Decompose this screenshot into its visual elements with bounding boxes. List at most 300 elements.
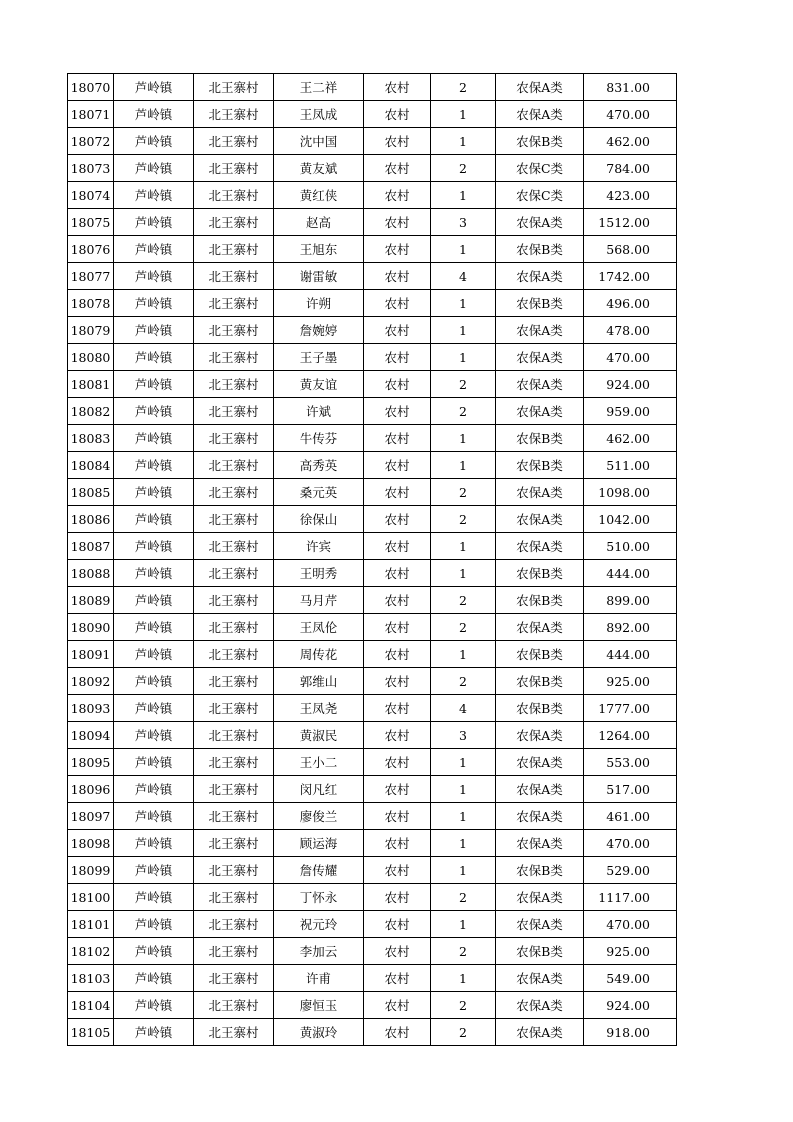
village-cell: 北王寨村 — [194, 371, 274, 398]
name-cell: 牛传芬 — [274, 425, 364, 452]
village-cell: 北王寨村 — [194, 506, 274, 533]
name-cell: 廖恒玉 — [274, 992, 364, 1019]
household-count-cell: 3 — [431, 209, 496, 236]
area-type-cell: 农村 — [364, 101, 431, 128]
insurance-class-cell: 农保A类 — [496, 398, 584, 425]
table-row — [68, 182, 677, 209]
household-count-cell: 1 — [431, 560, 496, 587]
area-type-cell: 农村 — [364, 182, 431, 209]
record-id-cell: 18102 — [68, 938, 114, 965]
amount-cell: 470.00 — [584, 344, 677, 371]
name-cell: 詹传耀 — [274, 857, 364, 884]
household-count-cell: 2 — [431, 992, 496, 1019]
village-cell: 北王寨村 — [194, 479, 274, 506]
insurance-class-cell: 农保B类 — [496, 641, 584, 668]
name-cell: 黄友斌 — [274, 155, 364, 182]
area-type-cell: 农村 — [364, 317, 431, 344]
village-cell: 北王寨村 — [194, 911, 274, 938]
household-count-cell: 1 — [431, 911, 496, 938]
town-cell: 芦岭镇 — [114, 938, 194, 965]
amount-cell: 444.00 — [584, 560, 677, 587]
village-cell: 北王寨村 — [194, 263, 274, 290]
town-cell: 芦岭镇 — [114, 182, 194, 209]
insurance-class-cell: 农保A类 — [496, 209, 584, 236]
insurance-class-cell: 农保B类 — [496, 695, 584, 722]
household-count-cell: 1 — [431, 749, 496, 776]
name-cell: 马月芹 — [274, 587, 364, 614]
village-cell: 北王寨村 — [194, 182, 274, 209]
town-cell: 芦岭镇 — [114, 209, 194, 236]
insurance-class-cell: 农保A类 — [496, 101, 584, 128]
town-cell: 芦岭镇 — [114, 344, 194, 371]
area-type-cell: 农村 — [364, 614, 431, 641]
record-id-cell: 18099 — [68, 857, 114, 884]
table-row — [68, 1019, 677, 1046]
record-id-cell: 18073 — [68, 155, 114, 182]
household-count-cell: 1 — [431, 830, 496, 857]
record-id-cell: 18093 — [68, 695, 114, 722]
village-cell: 北王寨村 — [194, 830, 274, 857]
town-cell: 芦岭镇 — [114, 74, 194, 101]
household-count-cell: 2 — [431, 74, 496, 101]
amount-cell: 461.00 — [584, 803, 677, 830]
household-count-cell: 1 — [431, 290, 496, 317]
area-type-cell: 农村 — [364, 749, 431, 776]
record-id-cell: 18080 — [68, 344, 114, 371]
town-cell: 芦岭镇 — [114, 560, 194, 587]
area-type-cell: 农村 — [364, 452, 431, 479]
area-type-cell: 农村 — [364, 668, 431, 695]
village-cell: 北王寨村 — [194, 695, 274, 722]
area-type-cell: 农村 — [364, 344, 431, 371]
record-id-cell: 18081 — [68, 371, 114, 398]
town-cell: 芦岭镇 — [114, 722, 194, 749]
town-cell: 芦岭镇 — [114, 101, 194, 128]
village-cell: 北王寨村 — [194, 803, 274, 830]
town-cell: 芦岭镇 — [114, 641, 194, 668]
insurance-class-cell: 农保A类 — [496, 911, 584, 938]
record-id-cell: 18074 — [68, 182, 114, 209]
village-cell: 北王寨村 — [194, 452, 274, 479]
town-cell: 芦岭镇 — [114, 884, 194, 911]
record-id-cell: 18090 — [68, 614, 114, 641]
name-cell: 许宾 — [274, 533, 364, 560]
area-type-cell: 农村 — [364, 1019, 431, 1046]
household-count-cell: 2 — [431, 371, 496, 398]
area-type-cell: 农村 — [364, 479, 431, 506]
table-row — [68, 155, 677, 182]
table-row — [68, 290, 677, 317]
name-cell: 许甫 — [274, 965, 364, 992]
name-cell: 黄友谊 — [274, 371, 364, 398]
amount-cell: 924.00 — [584, 992, 677, 1019]
household-count-cell: 2 — [431, 479, 496, 506]
record-id-cell: 18075 — [68, 209, 114, 236]
name-cell: 沈中国 — [274, 128, 364, 155]
town-cell: 芦岭镇 — [114, 263, 194, 290]
insurance-class-cell: 农保B类 — [496, 425, 584, 452]
record-id-cell: 18085 — [68, 479, 114, 506]
name-cell: 谢雷敏 — [274, 263, 364, 290]
household-count-cell: 1 — [431, 317, 496, 344]
household-count-cell: 1 — [431, 425, 496, 452]
area-type-cell: 农村 — [364, 290, 431, 317]
amount-cell: 959.00 — [584, 398, 677, 425]
village-cell: 北王寨村 — [194, 398, 274, 425]
area-type-cell: 农村 — [364, 398, 431, 425]
record-id-cell: 18092 — [68, 668, 114, 695]
records-table — [67, 73, 677, 1046]
town-cell: 芦岭镇 — [114, 290, 194, 317]
insurance-class-cell: 农保A类 — [496, 74, 584, 101]
insurance-class-cell: 农保B类 — [496, 587, 584, 614]
amount-cell: 553.00 — [584, 749, 677, 776]
household-count-cell: 1 — [431, 965, 496, 992]
table-row — [68, 614, 677, 641]
table-row — [68, 641, 677, 668]
amount-cell: 511.00 — [584, 452, 677, 479]
village-cell: 北王寨村 — [194, 236, 274, 263]
name-cell: 黄红侠 — [274, 182, 364, 209]
village-cell: 北王寨村 — [194, 101, 274, 128]
record-id-cell: 18078 — [68, 290, 114, 317]
insurance-class-cell: 农保A类 — [496, 749, 584, 776]
amount-cell: 831.00 — [584, 74, 677, 101]
village-cell: 北王寨村 — [194, 749, 274, 776]
area-type-cell: 农村 — [364, 506, 431, 533]
insurance-class-cell: 农保A类 — [496, 965, 584, 992]
household-count-cell: 2 — [431, 938, 496, 965]
record-id-cell: 18091 — [68, 641, 114, 668]
town-cell: 芦岭镇 — [114, 911, 194, 938]
town-cell: 芦岭镇 — [114, 533, 194, 560]
village-cell: 北王寨村 — [194, 560, 274, 587]
record-id-cell: 18094 — [68, 722, 114, 749]
area-type-cell: 农村 — [364, 722, 431, 749]
record-id-cell: 18087 — [68, 533, 114, 560]
household-count-cell: 2 — [431, 398, 496, 425]
amount-cell: 925.00 — [584, 938, 677, 965]
insurance-class-cell: 农保A类 — [496, 992, 584, 1019]
village-cell: 北王寨村 — [194, 209, 274, 236]
amount-cell: 924.00 — [584, 371, 677, 398]
town-cell: 芦岭镇 — [114, 830, 194, 857]
amount-cell: 1042.00 — [584, 506, 677, 533]
record-id-cell: 18076 — [68, 236, 114, 263]
area-type-cell: 农村 — [364, 74, 431, 101]
amount-cell: 470.00 — [584, 830, 677, 857]
amount-cell: 784.00 — [584, 155, 677, 182]
amount-cell: 549.00 — [584, 965, 677, 992]
table-row — [68, 425, 677, 452]
record-id-cell: 18104 — [68, 992, 114, 1019]
insurance-class-cell: 农保A类 — [496, 722, 584, 749]
area-type-cell: 农村 — [364, 641, 431, 668]
area-type-cell: 农村 — [364, 695, 431, 722]
town-cell: 芦岭镇 — [114, 803, 194, 830]
village-cell: 北王寨村 — [194, 668, 274, 695]
name-cell: 许斌 — [274, 398, 364, 425]
area-type-cell: 农村 — [364, 992, 431, 1019]
village-cell: 北王寨村 — [194, 74, 274, 101]
town-cell: 芦岭镇 — [114, 695, 194, 722]
insurance-class-cell: 农保A类 — [496, 776, 584, 803]
records-body — [68, 74, 677, 1046]
record-id-cell: 18097 — [68, 803, 114, 830]
area-type-cell: 农村 — [364, 371, 431, 398]
record-id-cell: 18103 — [68, 965, 114, 992]
record-id-cell: 18079 — [68, 317, 114, 344]
village-cell: 北王寨村 — [194, 614, 274, 641]
insurance-class-cell: 农保A类 — [496, 506, 584, 533]
household-count-cell: 1 — [431, 776, 496, 803]
village-cell: 北王寨村 — [194, 722, 274, 749]
table-row — [68, 911, 677, 938]
record-id-cell: 18070 — [68, 74, 114, 101]
area-type-cell: 农村 — [364, 857, 431, 884]
amount-cell: 496.00 — [584, 290, 677, 317]
town-cell: 芦岭镇 — [114, 587, 194, 614]
amount-cell: 1742.00 — [584, 263, 677, 290]
table-row — [68, 74, 677, 101]
record-id-cell: 18082 — [68, 398, 114, 425]
village-cell: 北王寨村 — [194, 1019, 274, 1046]
household-count-cell: 1 — [431, 641, 496, 668]
record-id-cell: 18098 — [68, 830, 114, 857]
town-cell: 芦岭镇 — [114, 398, 194, 425]
record-id-cell: 18105 — [68, 1019, 114, 1046]
name-cell: 丁怀永 — [274, 884, 364, 911]
table-row — [68, 479, 677, 506]
household-count-cell: 2 — [431, 668, 496, 695]
village-cell: 北王寨村 — [194, 965, 274, 992]
area-type-cell: 农村 — [364, 587, 431, 614]
name-cell: 王二祥 — [274, 74, 364, 101]
village-cell: 北王寨村 — [194, 884, 274, 911]
household-count-cell: 3 — [431, 722, 496, 749]
table-row — [68, 371, 677, 398]
town-cell: 芦岭镇 — [114, 128, 194, 155]
table-row — [68, 938, 677, 965]
village-cell: 北王寨村 — [194, 317, 274, 344]
amount-cell: 1264.00 — [584, 722, 677, 749]
insurance-class-cell: 农保A类 — [496, 884, 584, 911]
town-cell: 芦岭镇 — [114, 506, 194, 533]
insurance-class-cell: 农保A类 — [496, 1019, 584, 1046]
name-cell: 许朔 — [274, 290, 364, 317]
name-cell: 王凤尧 — [274, 695, 364, 722]
name-cell: 廖俊兰 — [274, 803, 364, 830]
amount-cell: 478.00 — [584, 317, 677, 344]
village-cell: 北王寨村 — [194, 290, 274, 317]
town-cell: 芦岭镇 — [114, 614, 194, 641]
amount-cell: 529.00 — [584, 857, 677, 884]
record-id-cell: 18086 — [68, 506, 114, 533]
household-count-cell: 4 — [431, 263, 496, 290]
name-cell: 闵凡红 — [274, 776, 364, 803]
amount-cell: 568.00 — [584, 236, 677, 263]
record-id-cell: 18095 — [68, 749, 114, 776]
insurance-class-cell: 农保A类 — [496, 263, 584, 290]
amount-cell: 510.00 — [584, 533, 677, 560]
name-cell: 詹婉婷 — [274, 317, 364, 344]
amount-cell: 423.00 — [584, 182, 677, 209]
insurance-class-cell: 农保B类 — [496, 938, 584, 965]
insurance-class-cell: 农保A类 — [496, 371, 584, 398]
table-row — [68, 776, 677, 803]
area-type-cell: 农村 — [364, 128, 431, 155]
table-row — [68, 668, 677, 695]
name-cell: 王小二 — [274, 749, 364, 776]
name-cell: 王凤伦 — [274, 614, 364, 641]
insurance-class-cell: 农保A类 — [496, 614, 584, 641]
amount-cell: 462.00 — [584, 425, 677, 452]
name-cell: 高秀英 — [274, 452, 364, 479]
area-type-cell: 农村 — [364, 533, 431, 560]
area-type-cell: 农村 — [364, 209, 431, 236]
insurance-class-cell: 农保B类 — [496, 236, 584, 263]
town-cell: 芦岭镇 — [114, 236, 194, 263]
table-row — [68, 533, 677, 560]
household-count-cell: 1 — [431, 182, 496, 209]
town-cell: 芦岭镇 — [114, 452, 194, 479]
table-row — [68, 695, 677, 722]
amount-cell: 899.00 — [584, 587, 677, 614]
name-cell: 周传花 — [274, 641, 364, 668]
table-row — [68, 830, 677, 857]
table-row — [68, 452, 677, 479]
name-cell: 王旭东 — [274, 236, 364, 263]
household-count-cell: 1 — [431, 803, 496, 830]
insurance-class-cell: 农保B类 — [496, 290, 584, 317]
table-row — [68, 722, 677, 749]
insurance-class-cell: 农保B类 — [496, 857, 584, 884]
town-cell: 芦岭镇 — [114, 857, 194, 884]
insurance-class-cell: 农保C类 — [496, 182, 584, 209]
area-type-cell: 农村 — [364, 425, 431, 452]
town-cell: 芦岭镇 — [114, 1019, 194, 1046]
town-cell: 芦岭镇 — [114, 479, 194, 506]
insurance-class-cell: 农保A类 — [496, 344, 584, 371]
name-cell: 顾运海 — [274, 830, 364, 857]
area-type-cell: 农村 — [364, 911, 431, 938]
town-cell: 芦岭镇 — [114, 668, 194, 695]
household-count-cell: 1 — [431, 101, 496, 128]
table-row — [68, 803, 677, 830]
name-cell: 赵高 — [274, 209, 364, 236]
table-row — [68, 263, 677, 290]
record-id-cell: 18083 — [68, 425, 114, 452]
village-cell: 北王寨村 — [194, 425, 274, 452]
table-row — [68, 209, 677, 236]
insurance-class-cell: 农保B类 — [496, 452, 584, 479]
table-row — [68, 344, 677, 371]
village-cell: 北王寨村 — [194, 533, 274, 560]
record-id-cell: 18072 — [68, 128, 114, 155]
household-count-cell: 1 — [431, 128, 496, 155]
town-cell: 芦岭镇 — [114, 425, 194, 452]
name-cell: 郭维山 — [274, 668, 364, 695]
amount-cell: 918.00 — [584, 1019, 677, 1046]
area-type-cell: 农村 — [364, 776, 431, 803]
amount-cell: 1512.00 — [584, 209, 677, 236]
household-count-cell: 1 — [431, 236, 496, 263]
household-count-cell: 2 — [431, 506, 496, 533]
village-cell: 北王寨村 — [194, 587, 274, 614]
area-type-cell: 农村 — [364, 938, 431, 965]
area-type-cell: 农村 — [364, 884, 431, 911]
record-id-cell: 18101 — [68, 911, 114, 938]
record-id-cell: 18100 — [68, 884, 114, 911]
name-cell: 黄淑民 — [274, 722, 364, 749]
village-cell: 北王寨村 — [194, 992, 274, 1019]
household-count-cell: 1 — [431, 344, 496, 371]
record-id-cell: 18088 — [68, 560, 114, 587]
table-row — [68, 992, 677, 1019]
area-type-cell: 农村 — [364, 560, 431, 587]
insurance-class-cell: 农保A类 — [496, 479, 584, 506]
name-cell: 王明秀 — [274, 560, 364, 587]
town-cell: 芦岭镇 — [114, 749, 194, 776]
table-row — [68, 101, 677, 128]
table-row — [68, 506, 677, 533]
amount-cell: 462.00 — [584, 128, 677, 155]
household-count-cell: 2 — [431, 155, 496, 182]
town-cell: 芦岭镇 — [114, 317, 194, 344]
name-cell: 王凤成 — [274, 101, 364, 128]
insurance-class-cell: 农保A类 — [496, 533, 584, 560]
name-cell: 桑元英 — [274, 479, 364, 506]
household-count-cell: 2 — [431, 587, 496, 614]
town-cell: 芦岭镇 — [114, 965, 194, 992]
town-cell: 芦岭镇 — [114, 371, 194, 398]
name-cell: 黄淑玲 — [274, 1019, 364, 1046]
insurance-class-cell: 农保B类 — [496, 668, 584, 695]
insurance-class-cell: 农保C类 — [496, 155, 584, 182]
area-type-cell: 农村 — [364, 803, 431, 830]
table-row — [68, 965, 677, 992]
amount-cell: 444.00 — [584, 641, 677, 668]
table-row — [68, 560, 677, 587]
table-row — [68, 398, 677, 425]
insurance-class-cell: 农保B类 — [496, 128, 584, 155]
village-cell: 北王寨村 — [194, 641, 274, 668]
amount-cell: 892.00 — [584, 614, 677, 641]
area-type-cell: 农村 — [364, 965, 431, 992]
area-type-cell: 农村 — [364, 236, 431, 263]
record-id-cell: 18071 — [68, 101, 114, 128]
village-cell: 北王寨村 — [194, 857, 274, 884]
table-row — [68, 236, 677, 263]
record-id-cell: 18096 — [68, 776, 114, 803]
area-type-cell: 农村 — [364, 263, 431, 290]
insurance-class-cell: 农保B类 — [496, 560, 584, 587]
town-cell: 芦岭镇 — [114, 155, 194, 182]
household-count-cell: 1 — [431, 533, 496, 560]
town-cell: 芦岭镇 — [114, 992, 194, 1019]
table-row — [68, 884, 677, 911]
amount-cell: 925.00 — [584, 668, 677, 695]
table-row — [68, 128, 677, 155]
table-row — [68, 587, 677, 614]
name-cell: 祝元玲 — [274, 911, 364, 938]
record-id-cell: 18077 — [68, 263, 114, 290]
record-id-cell: 18084 — [68, 452, 114, 479]
household-count-cell: 2 — [431, 614, 496, 641]
insurance-class-cell: 农保A类 — [496, 803, 584, 830]
amount-cell: 517.00 — [584, 776, 677, 803]
amount-cell: 1098.00 — [584, 479, 677, 506]
